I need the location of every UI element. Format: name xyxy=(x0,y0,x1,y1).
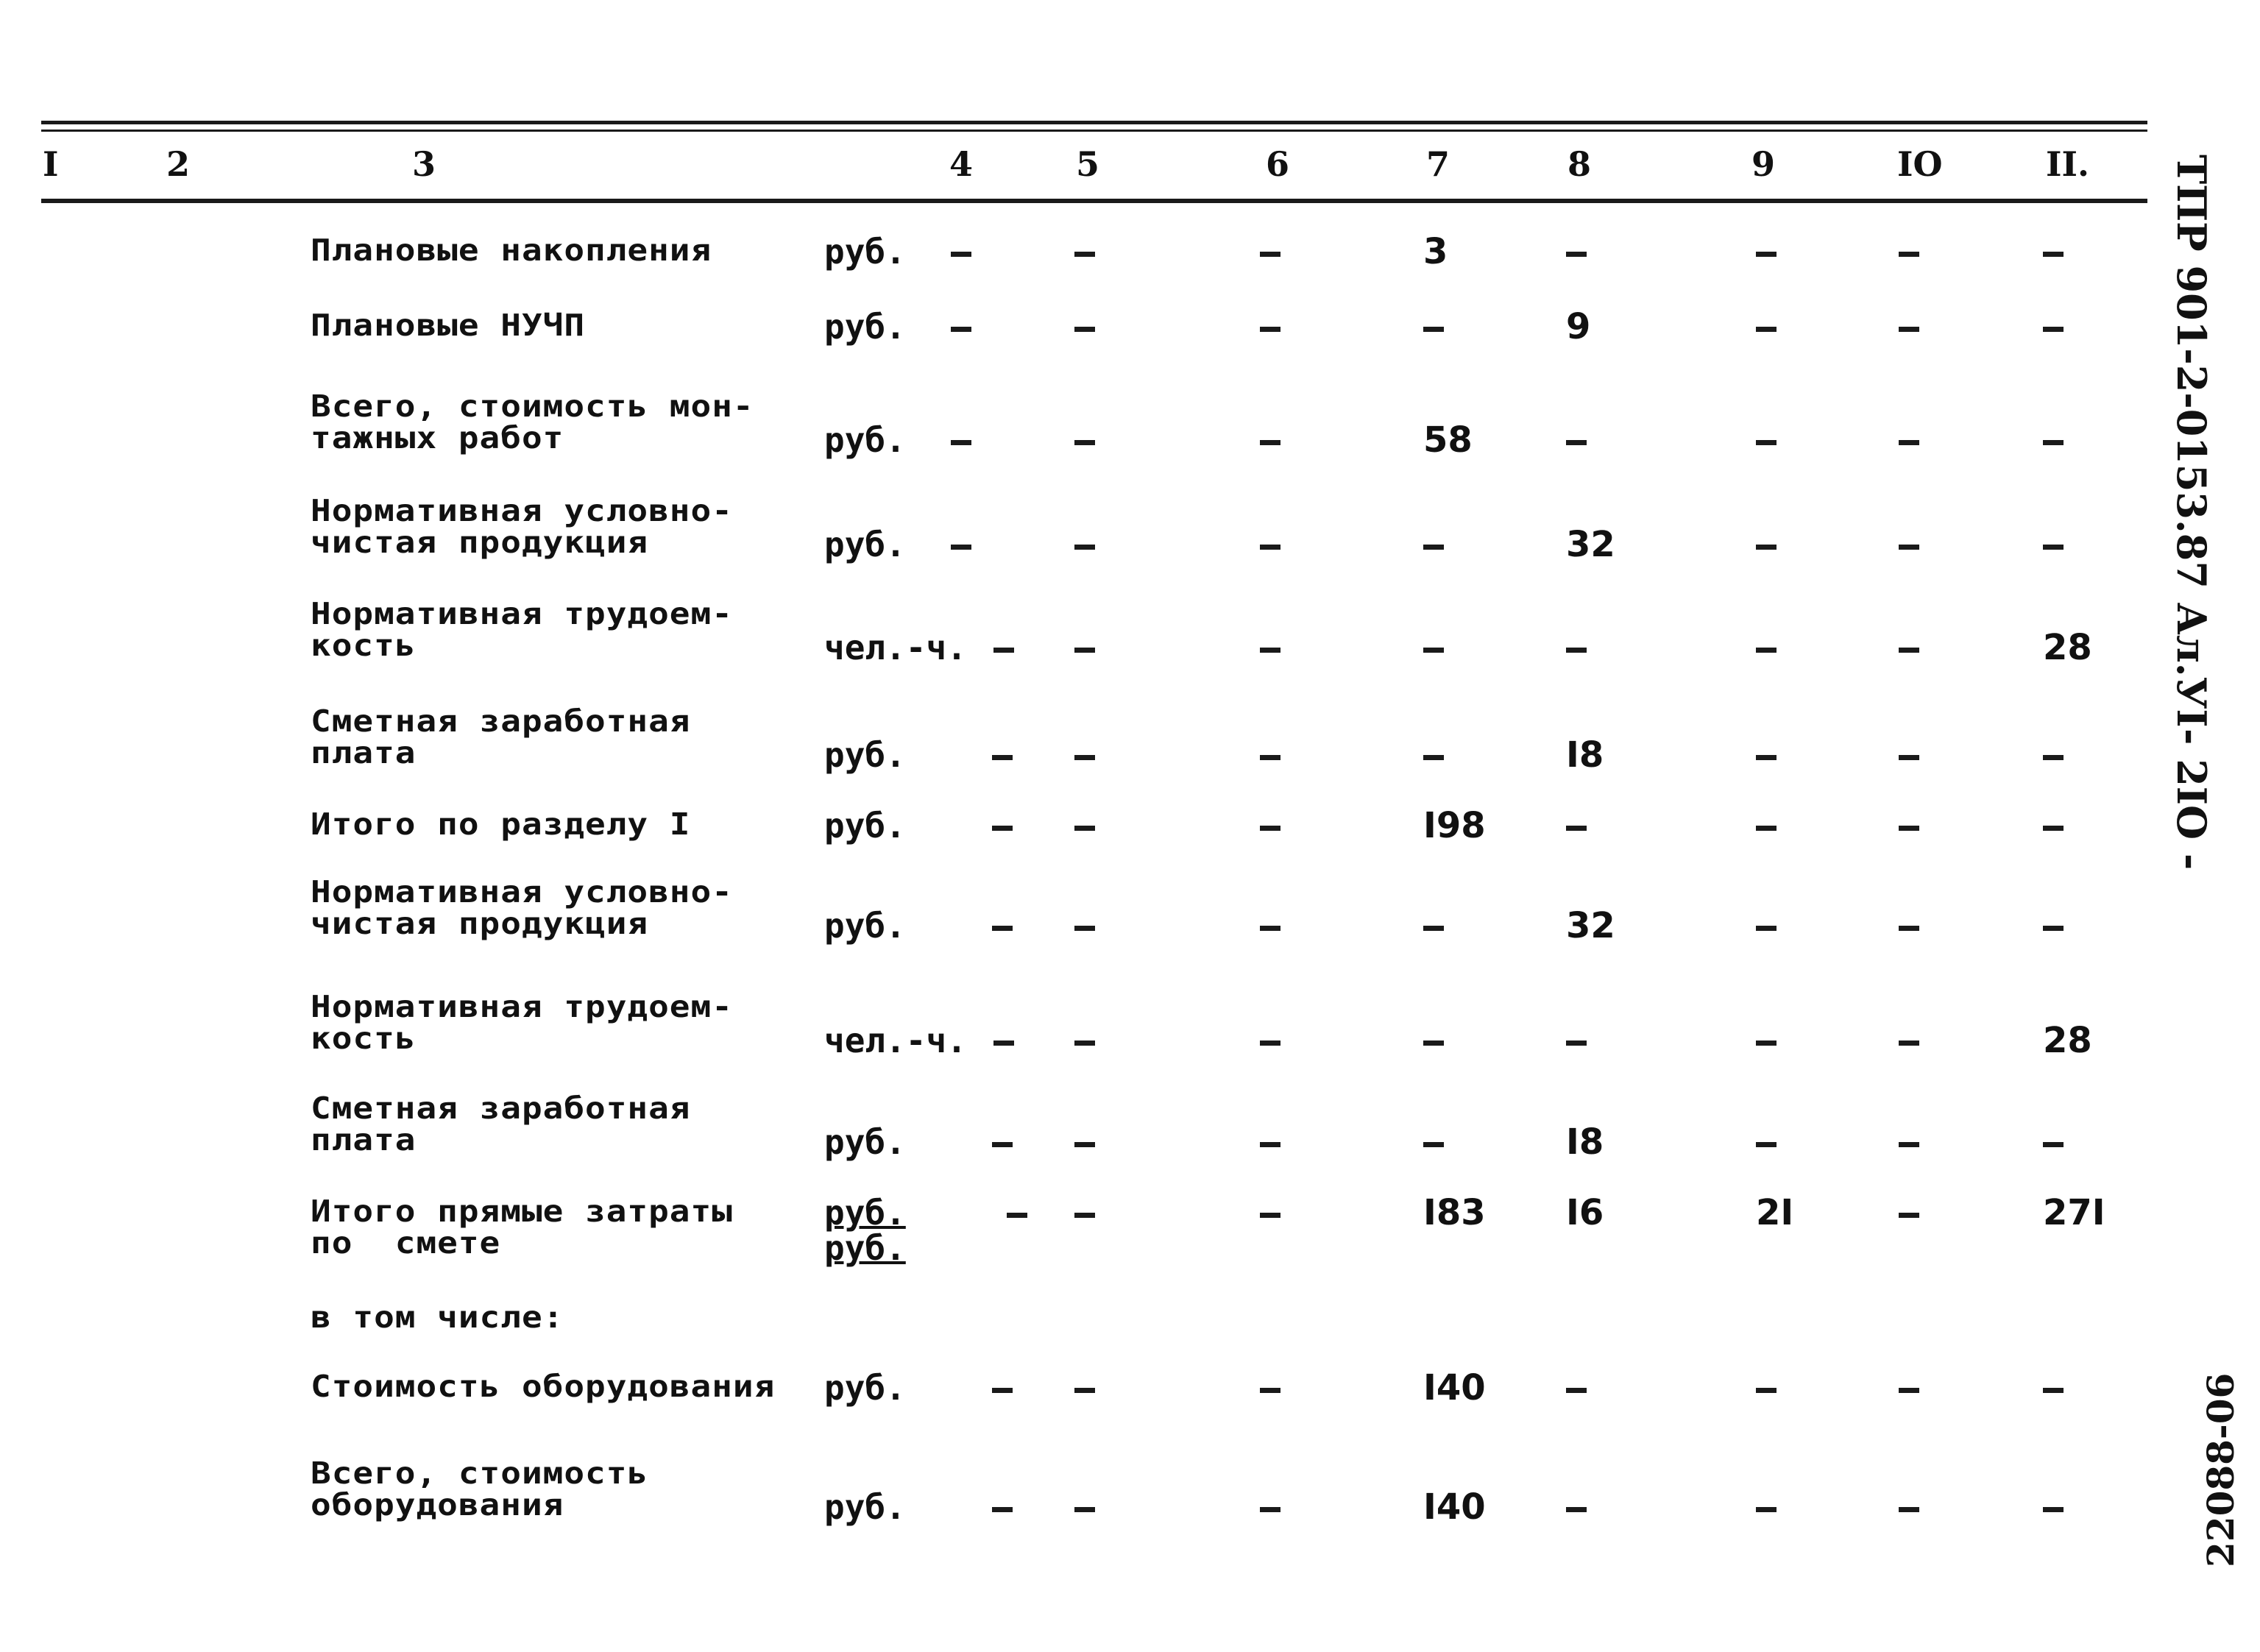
row-unit: руб. xyxy=(824,232,906,272)
dash-mark xyxy=(2043,826,2064,831)
cell-col-10 xyxy=(1899,1195,1919,1230)
cell-col-9 xyxy=(1756,1489,1777,1525)
row-label: Всего, стоимость оборудования xyxy=(311,1455,649,1523)
cell-col-10 xyxy=(1899,630,1919,665)
cell-col-8 xyxy=(1566,422,1587,458)
dash-mark xyxy=(1756,648,1777,653)
dash-mark xyxy=(992,1507,1013,1512)
dash-mark xyxy=(1756,327,1777,332)
cell-col-7 xyxy=(1423,1124,1444,1160)
cell-col-9 xyxy=(1756,737,1777,773)
dash-mark xyxy=(2043,755,2064,760)
dash-mark xyxy=(1756,826,1777,831)
dash-mark xyxy=(1423,755,1444,760)
dash-mark xyxy=(1074,252,1095,257)
cell-col-9 xyxy=(1756,527,1777,562)
dash-mark xyxy=(1756,252,1777,257)
dash-mark xyxy=(951,440,971,445)
cell-col-8 xyxy=(1566,630,1587,665)
cell-col-8: I8 xyxy=(1566,734,1604,776)
cell-col-4 xyxy=(992,1489,1013,1525)
cell-col-6 xyxy=(1260,527,1280,562)
dash-mark xyxy=(951,327,971,332)
dash-mark xyxy=(1260,1142,1280,1147)
cell-col-5 xyxy=(1074,527,1095,562)
cell-col-9: 2I xyxy=(1756,1192,1794,1233)
cell-col-5 xyxy=(1074,234,1095,269)
dash-mark xyxy=(1899,545,1919,550)
cell-col-11 xyxy=(2043,808,2064,843)
cell-col-9 xyxy=(1756,309,1777,344)
cell-col-9 xyxy=(1756,630,1777,665)
cell-col-7 xyxy=(1423,908,1444,943)
dash-mark xyxy=(951,545,971,550)
dash-mark xyxy=(992,926,1013,931)
cell-col-5 xyxy=(1074,1489,1095,1525)
dash-mark xyxy=(2043,1142,2064,1147)
cell-col-7 xyxy=(1423,737,1444,773)
cell-col-8 xyxy=(1566,1370,1587,1405)
dash-mark xyxy=(1074,755,1095,760)
cell-col-11: 28 xyxy=(2043,1020,2092,1061)
cell-col-9 xyxy=(1756,908,1777,943)
cell-col-11 xyxy=(2043,908,2064,943)
cell-col-10 xyxy=(1899,1124,1919,1160)
dash-mark xyxy=(1074,545,1095,550)
dash-mark xyxy=(1074,926,1095,931)
dash-mark xyxy=(1423,1041,1444,1046)
dash-mark xyxy=(2043,545,2064,550)
cell-col-11 xyxy=(2043,309,2064,344)
cell-col-4 xyxy=(992,1124,1013,1160)
row-label: Сметная заработная плата xyxy=(311,1090,691,1158)
dash-mark xyxy=(1074,1041,1095,1046)
cell-col-8: 32 xyxy=(1566,524,1615,565)
cell-col-4 xyxy=(951,309,971,344)
dash-mark xyxy=(1074,826,1095,831)
row-label: Итого прямые затраты по смете xyxy=(311,1193,733,1261)
cell-col-6 xyxy=(1260,1124,1280,1160)
cell-col-10 xyxy=(1899,422,1919,458)
dash-mark xyxy=(1899,1142,1919,1147)
dash-mark xyxy=(1566,648,1587,653)
dash-mark xyxy=(993,648,1014,653)
row-unit: руб. xyxy=(824,420,906,460)
dash-mark xyxy=(2043,926,2064,931)
dash-mark xyxy=(1074,1507,1095,1512)
dash-mark xyxy=(1566,1507,1587,1512)
dash-mark xyxy=(1899,327,1919,332)
dash-mark xyxy=(1566,826,1587,831)
dash-mark xyxy=(1899,1213,1919,1218)
dash-mark xyxy=(2043,1507,2064,1512)
dash-mark xyxy=(1260,545,1280,550)
cell-col-7: I40 xyxy=(1423,1486,1486,1528)
dash-mark xyxy=(1566,1388,1587,1393)
cell-col-11: 28 xyxy=(2043,627,2092,668)
dash-mark xyxy=(1074,1213,1095,1218)
cell-col-6 xyxy=(1260,1489,1280,1525)
cell-col-6 xyxy=(1260,808,1280,843)
cell-col-6 xyxy=(1260,1023,1280,1058)
cell-col-10 xyxy=(1899,908,1919,943)
column-number-10: IO xyxy=(1897,144,1943,184)
row-label: Сметная заработная плата xyxy=(311,703,691,771)
cell-col-5 xyxy=(1074,1195,1095,1230)
dash-mark xyxy=(1899,755,1919,760)
dash-mark xyxy=(1260,1507,1280,1512)
dash-mark xyxy=(1423,327,1444,332)
row-unit: руб. xyxy=(824,806,906,846)
dash-mark xyxy=(1260,1388,1280,1393)
cell-col-11 xyxy=(2043,422,2064,458)
cell-col-7 xyxy=(1423,309,1444,344)
dash-mark xyxy=(1260,327,1280,332)
cell-col-5 xyxy=(1074,630,1095,665)
dash-mark xyxy=(1899,252,1919,257)
dash-mark xyxy=(1899,440,1919,445)
cell-col-11 xyxy=(2043,737,2064,773)
row-label: в том числе: xyxy=(311,1299,564,1335)
page-number: - 2IO - xyxy=(2168,728,2215,871)
column-number-8: 8 xyxy=(1568,144,1592,184)
cell-col-5 xyxy=(1074,1370,1095,1405)
cell-col-11 xyxy=(2043,234,2064,269)
cell-col-9 xyxy=(1756,808,1777,843)
row-unit: чел.-ч. xyxy=(824,628,967,667)
cell-col-7: 3 xyxy=(1423,231,1448,272)
cell-col-4 xyxy=(993,1023,1014,1058)
row-unit: руб. xyxy=(824,525,906,564)
dash-mark xyxy=(1756,1142,1777,1147)
dash-mark xyxy=(1756,440,1777,445)
row-unit: руб. xyxy=(824,1122,906,1162)
dash-mark xyxy=(992,826,1013,831)
dash-mark xyxy=(993,1041,1014,1046)
cell-col-10 xyxy=(1899,1023,1919,1058)
cell-col-4 xyxy=(951,422,971,458)
dash-mark xyxy=(1423,648,1444,653)
cell-col-8: I6 xyxy=(1566,1192,1604,1233)
inventory-number: 22088-06 xyxy=(2199,1372,2242,1567)
cell-col-4 xyxy=(992,908,1013,943)
dash-mark xyxy=(2043,1388,2064,1393)
top-rule xyxy=(41,121,2147,124)
cell-col-7 xyxy=(1423,527,1444,562)
cell-col-4 xyxy=(992,1370,1013,1405)
row-label: Плановые накопления xyxy=(311,232,712,268)
cell-col-5 xyxy=(1074,737,1095,773)
dash-mark xyxy=(992,1142,1013,1147)
row-label: Нормативная условно- чистая продукция xyxy=(311,873,733,942)
row-label: Плановые НУЧП xyxy=(311,307,586,343)
dash-mark xyxy=(1756,1388,1777,1393)
cell-col-9 xyxy=(1756,422,1777,458)
row-label: Нормативная трудоем- кость xyxy=(311,595,733,664)
cell-col-7: I98 xyxy=(1423,805,1486,846)
dash-mark xyxy=(1566,440,1587,445)
cell-col-8: 9 xyxy=(1566,306,1591,347)
column-number-3: 3 xyxy=(412,144,436,184)
dash-mark xyxy=(1423,545,1444,550)
column-number-1: I xyxy=(43,144,59,184)
cell-col-6 xyxy=(1260,630,1280,665)
cell-col-5 xyxy=(1074,908,1095,943)
cell-col-4 xyxy=(951,234,971,269)
cell-col-8 xyxy=(1566,1489,1587,1525)
row-unit: руб. xyxy=(824,307,906,347)
cell-col-10 xyxy=(1899,234,1919,269)
dash-mark xyxy=(992,1388,1013,1393)
cell-col-7 xyxy=(1423,1023,1444,1058)
cell-col-11 xyxy=(2043,1370,2064,1405)
row-unit: руб. xyxy=(824,1368,906,1408)
cell-col-8: 32 xyxy=(1566,905,1615,946)
document-code: ТПР 901-2-0153.87 Ал.УI xyxy=(2168,155,2215,728)
cell-col-6 xyxy=(1260,309,1280,344)
row-unit: руб. xyxy=(824,735,906,775)
dash-mark xyxy=(1756,545,1777,550)
dash-mark xyxy=(2043,252,2064,257)
cell-col-5 xyxy=(1074,422,1095,458)
dash-mark xyxy=(1260,440,1280,445)
cell-col-9 xyxy=(1756,1023,1777,1058)
dash-mark xyxy=(1260,755,1280,760)
cell-col-4 xyxy=(951,527,971,562)
column-number-5: 5 xyxy=(1076,144,1100,184)
dash-mark xyxy=(1260,926,1280,931)
row-label: Стоимость оборудования xyxy=(311,1368,776,1404)
dash-mark xyxy=(1074,648,1095,653)
dash-mark xyxy=(1899,826,1919,831)
cell-col-5 xyxy=(1074,309,1095,344)
dash-mark xyxy=(1260,1041,1280,1046)
dash-mark xyxy=(1566,252,1587,257)
cell-col-8 xyxy=(1566,808,1587,843)
dash-mark xyxy=(1074,1142,1095,1147)
cell-col-4 xyxy=(1007,1195,1027,1230)
top-rule-inner xyxy=(41,130,2147,132)
dash-mark xyxy=(1566,1041,1587,1046)
cell-col-10 xyxy=(1899,527,1919,562)
cell-col-8 xyxy=(1566,234,1587,269)
cell-col-4 xyxy=(992,808,1013,843)
dash-mark xyxy=(951,252,971,257)
dash-mark xyxy=(1899,1388,1919,1393)
cell-col-5 xyxy=(1074,1124,1095,1160)
column-number-2: 2 xyxy=(166,144,191,184)
cell-col-7: I83 xyxy=(1423,1192,1486,1233)
column-number-6: 6 xyxy=(1266,144,1290,184)
cell-col-10 xyxy=(1899,309,1919,344)
dash-mark xyxy=(1074,440,1095,445)
dash-mark xyxy=(1899,648,1919,653)
cell-col-9 xyxy=(1756,1370,1777,1405)
cell-col-10 xyxy=(1899,737,1919,773)
cell-col-6 xyxy=(1260,422,1280,458)
cell-col-6 xyxy=(1260,908,1280,943)
dash-mark xyxy=(1007,1213,1027,1218)
dash-mark xyxy=(1423,926,1444,931)
dash-mark xyxy=(2043,327,2064,332)
row-label: Нормативная условно- чистая продукция xyxy=(311,492,733,561)
cell-col-11 xyxy=(2043,527,2064,562)
dash-mark xyxy=(1756,926,1777,931)
dash-mark xyxy=(1260,252,1280,257)
dash-mark xyxy=(1899,926,1919,931)
dash-mark xyxy=(1756,1041,1777,1046)
column-number-7: 7 xyxy=(1426,144,1450,184)
cell-col-7 xyxy=(1423,630,1444,665)
cell-col-10 xyxy=(1899,1370,1919,1405)
dash-mark xyxy=(1899,1041,1919,1046)
cell-col-5 xyxy=(1074,808,1095,843)
dash-mark xyxy=(1074,327,1095,332)
column-number-11: II. xyxy=(2046,144,2090,184)
cell-col-6 xyxy=(1260,1195,1280,1230)
row-label: Всего, стоимость мон- тажных работ xyxy=(311,388,754,456)
dash-mark xyxy=(2043,440,2064,445)
dash-mark xyxy=(1756,1507,1777,1512)
cell-col-9 xyxy=(1756,1124,1777,1160)
row-unit: чел.-ч. xyxy=(824,1021,967,1060)
column-number-9: 9 xyxy=(1751,144,1776,184)
dash-mark xyxy=(1423,1142,1444,1147)
dash-mark xyxy=(992,755,1013,760)
header-rule xyxy=(41,199,2147,203)
cell-col-4 xyxy=(993,630,1014,665)
cell-col-7: I40 xyxy=(1423,1367,1486,1408)
row-unit: руб. xyxy=(824,1487,906,1527)
cell-col-9 xyxy=(1756,234,1777,269)
cell-col-6 xyxy=(1260,234,1280,269)
dash-mark xyxy=(1260,1213,1280,1218)
cell-col-11 xyxy=(2043,1124,2064,1160)
cell-col-4 xyxy=(992,737,1013,773)
cell-col-10 xyxy=(1899,808,1919,843)
cell-col-10 xyxy=(1899,1489,1919,1525)
row-label: Итого по разделу I xyxy=(311,806,691,842)
cell-col-6 xyxy=(1260,1370,1280,1405)
cell-col-8 xyxy=(1566,1023,1587,1058)
dash-mark xyxy=(1074,1388,1095,1393)
cell-col-11 xyxy=(2043,1489,2064,1525)
cell-col-8: I8 xyxy=(1566,1121,1604,1163)
cell-col-7: 58 xyxy=(1423,419,1473,461)
cell-col-6 xyxy=(1260,737,1280,773)
cell-col-11: 27I xyxy=(2043,1192,2105,1233)
dash-mark xyxy=(1260,826,1280,831)
dash-mark xyxy=(1260,648,1280,653)
column-number-4: 4 xyxy=(949,144,974,184)
row-unit: руб. xyxy=(824,906,906,946)
dash-mark xyxy=(1756,755,1777,760)
row-unit: руб. руб. xyxy=(824,1193,906,1268)
cell-col-5 xyxy=(1074,1023,1095,1058)
dash-mark xyxy=(1899,1507,1919,1512)
row-label: Нормативная трудоем- кость xyxy=(311,988,733,1057)
